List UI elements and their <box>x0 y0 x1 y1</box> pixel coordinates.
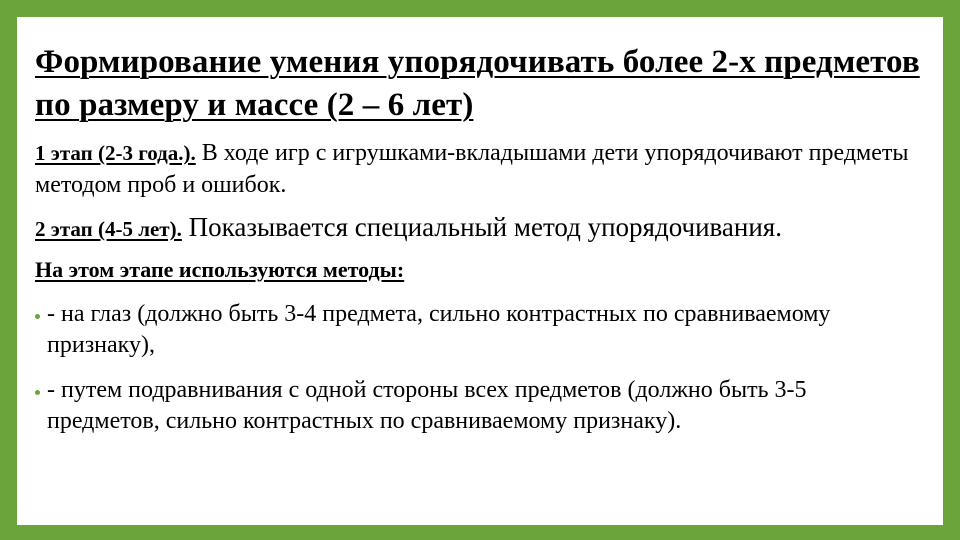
stage-2-paragraph <box>35 211 923 245</box>
bullet-icon <box>35 314 40 319</box>
slide-title: Формирование умения упорядочивать более 2-х предметов по размеру и массе (2 – 6 лет) <box>35 44 920 123</box>
bullet-text: - путем подравнивания с одной стороны всех предметов (должно быть 3-5 предметов, сильно контрастных по сравниваемому признаку). <box>47 377 807 434</box>
stage-1-label: 1 этап (2-3 года.). <box>35 141 196 165</box>
list-item <box>35 375 923 437</box>
stage-1-text: В ходе игр с игрушками-вкладышами дети упорядочивают предметы методом проб и ошибок. <box>35 140 909 198</box>
methods-heading: На этом этапе используются методы: <box>35 257 405 282</box>
bullet-text: - на глаз (должно быть 3-4 предмета, сильно контрастных по сравниваемому признаку), <box>47 301 831 358</box>
bullet-icon <box>35 390 40 395</box>
stage-2-text: Показывается специальный метод упорядочивания. <box>181 212 782 242</box>
stage-2-label: 2 этап (4-5 лет). <box>35 217 182 241</box>
stage-1-paragraph <box>35 137 923 201</box>
list-item <box>35 299 923 361</box>
slide-content <box>17 17 943 525</box>
